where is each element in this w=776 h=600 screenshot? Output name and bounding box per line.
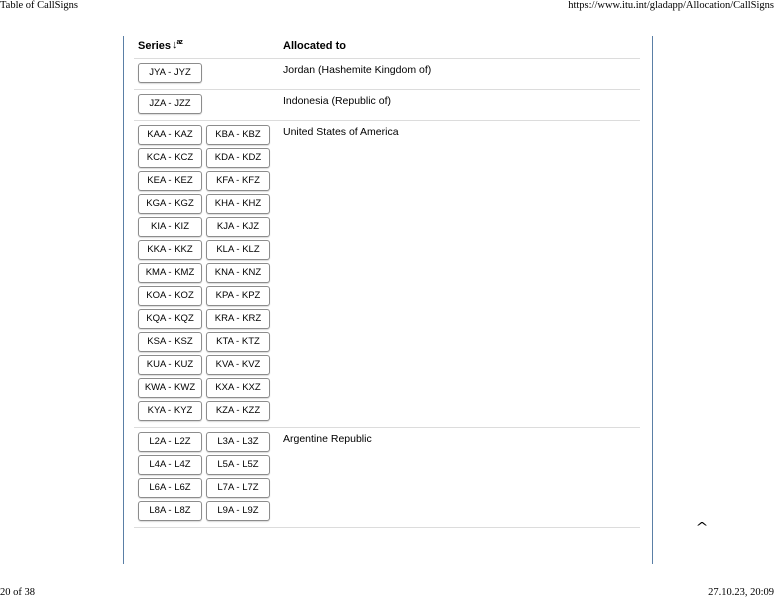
series-button[interactable]: KSA - KSZ — [138, 332, 202, 352]
table-row — [134, 121, 640, 428]
scroll-to-top-icon[interactable]: ^ — [695, 520, 709, 534]
series-button[interactable]: KCA - KCZ — [138, 148, 202, 168]
series-button[interactable]: KVA - KVZ — [206, 355, 270, 375]
allocated-country: United States of America — [283, 126, 399, 138]
content-border-left — [123, 36, 124, 564]
series-button[interactable]: KEA - KEZ — [138, 171, 202, 191]
series-button[interactable]: KXA - KXZ — [206, 378, 270, 398]
callsign-table — [134, 36, 640, 528]
print-header-title: Table of CallSigns — [0, 0, 79, 11]
series-button[interactable]: KUA - KUZ — [138, 355, 202, 375]
allocated-country: Indonesia (Republic of) — [283, 95, 391, 107]
sort-icon[interactable]: ↓$^{az}$ — [172, 39, 182, 51]
series-button-group — [138, 94, 208, 117]
table-body — [134, 59, 640, 528]
series-button[interactable]: KYA - KYZ — [138, 401, 202, 421]
series-button[interactable]: KZA - KZZ — [206, 401, 270, 421]
series-button[interactable]: KTA - KTZ — [206, 332, 270, 352]
series-button-group — [138, 432, 280, 524]
table-row — [134, 428, 640, 528]
series-button[interactable]: L2A - L2Z — [138, 432, 202, 452]
series-button[interactable]: L3A - L3Z — [206, 432, 270, 452]
series-button[interactable]: KNA - KNZ — [206, 263, 270, 283]
table-header — [134, 36, 640, 59]
series-button[interactable]: L6A - L6Z — [138, 478, 202, 498]
content-border-right — [652, 36, 653, 564]
column-header-series[interactable]: Series — [138, 40, 172, 52]
series-button[interactable]: KRA - KRZ — [206, 309, 270, 329]
allocated-country: Jordan (Hashemite Kingdom of) — [283, 64, 432, 76]
print-footer-page: 20 of 38 — [0, 587, 35, 598]
column-header-allocated-to: Allocated to — [283, 40, 346, 52]
series-button[interactable]: KKA - KKZ — [138, 240, 202, 260]
series-button[interactable]: KBA - KBZ — [206, 125, 270, 145]
series-button[interactable]: KIA - KIZ — [138, 217, 202, 237]
series-button[interactable]: KHA - KHZ — [206, 194, 270, 214]
print-header-url: https://www.itu.int/gladapp/Allocation/CallSigns — [568, 0, 774, 11]
series-button[interactable]: KQA - KQZ — [138, 309, 202, 329]
series-button[interactable]: KGA - KGZ — [138, 194, 202, 214]
table-row — [134, 90, 640, 121]
series-button[interactable]: KAA - KAZ — [138, 125, 202, 145]
allocated-country: Argentine Republic — [283, 433, 372, 445]
series-button[interactable]: L9A - L9Z — [206, 501, 270, 521]
series-button[interactable]: JYA - JYZ — [138, 63, 202, 83]
print-footer-datetime: 27.10.23, 20:09 — [708, 587, 774, 598]
series-button[interactable]: KWA - KWZ — [138, 378, 202, 398]
series-button[interactable]: KOA - KOZ — [138, 286, 202, 306]
series-button[interactable]: KPA - KPZ — [206, 286, 270, 306]
series-button[interactable]: KDA - KDZ — [206, 148, 270, 168]
series-button[interactable]: KLA - KLZ — [206, 240, 270, 260]
series-button-group — [138, 63, 208, 86]
series-button-group — [138, 125, 280, 424]
series-button[interactable]: L4A - L4Z — [138, 455, 202, 475]
series-button[interactable]: KMA - KMZ — [138, 263, 202, 283]
series-button[interactable]: L7A - L7Z — [206, 478, 270, 498]
table-row — [134, 59, 640, 90]
series-button[interactable]: KJA - KJZ — [206, 217, 270, 237]
series-button[interactable]: KFA - KFZ — [206, 171, 270, 191]
series-button[interactable]: L8A - L8Z — [138, 501, 202, 521]
series-button[interactable]: JZA - JZZ — [138, 94, 202, 114]
series-button[interactable]: L5A - L5Z — [206, 455, 270, 475]
